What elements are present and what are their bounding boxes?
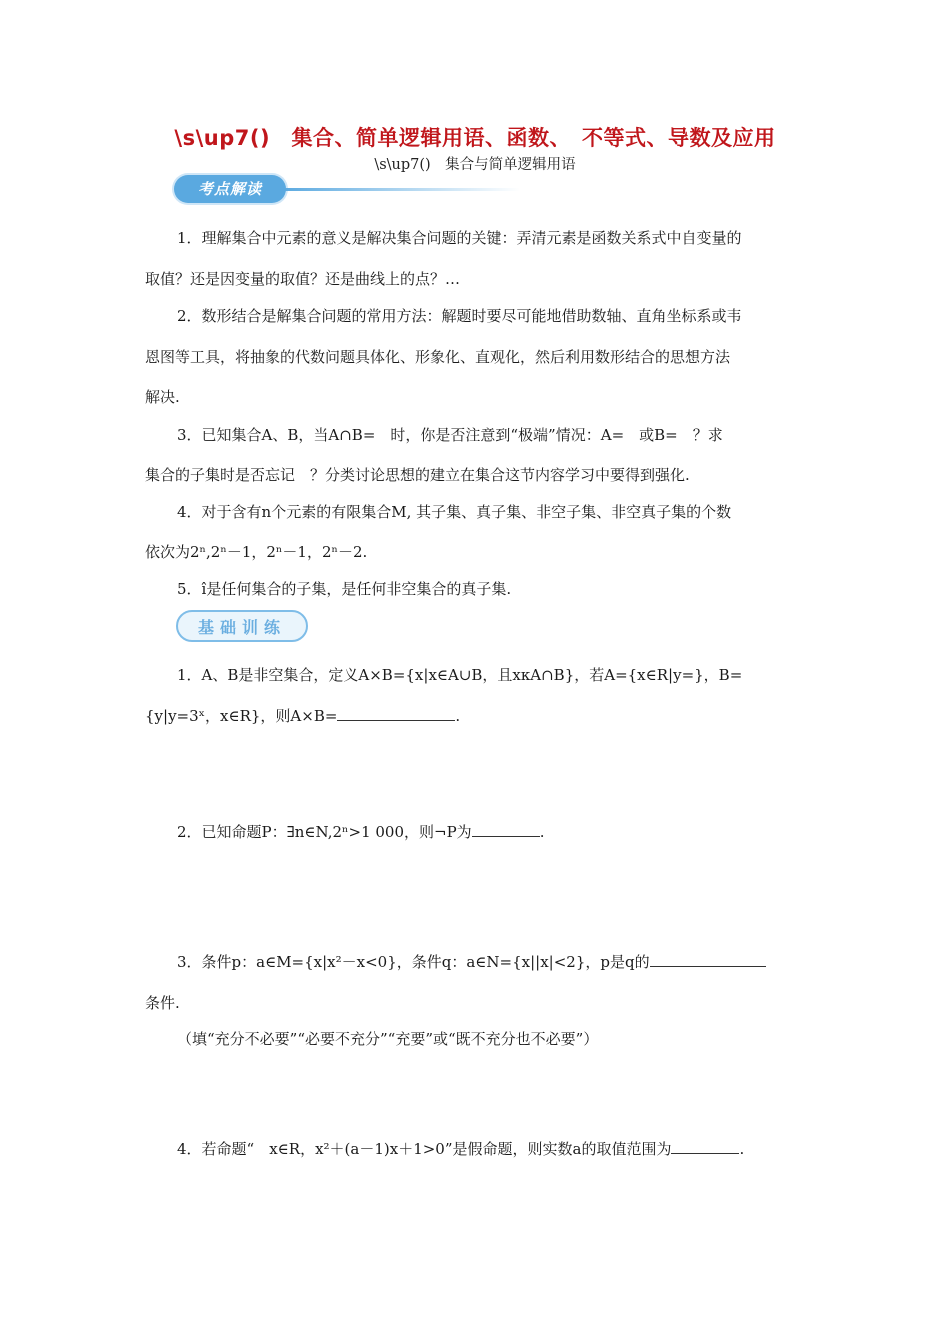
- period: .: [539, 823, 545, 841]
- period: .: [739, 1140, 745, 1158]
- answer-blank[interactable]: [472, 822, 540, 837]
- text-line: [177, 951, 766, 972]
- page-subtitle: \s\up7() 集合与简单逻辑用语: [374, 157, 576, 173]
- answer-blank[interactable]: [337, 706, 455, 721]
- page-title: \s\up7() 集合、简单逻辑用语、函数、 不等式、导数及应用: [174, 126, 776, 150]
- text-line: 5．î是任何集合的子集，是任何非空集合的真子集.: [177, 580, 512, 598]
- text-line: 4．对于含有n个元素的有限集合M, 其子集、真子集、非空子集、非空真子集的个数: [177, 503, 732, 521]
- period: .: [455, 707, 461, 725]
- text-line: 恩图等工具，将抽象的代数问题具体化、形象化、直观化，然后利用数形结合的思想方法: [145, 348, 731, 366]
- text-line: 取值？还是因变量的取值？还是曲线上的点？…: [145, 270, 461, 288]
- section-badge-key-points: 考点解读: [174, 175, 286, 203]
- text-line: 集合的子集时是否忘记 ？分类讨论思想的建立在集合这节内容学习中要得到强化.: [145, 466, 690, 484]
- text-line: 1．理解集合中元素的意义是解决集合问题的关键：弄清元素是函数关系式中自变量的: [177, 229, 742, 247]
- question-text: {y|y=3ˣ，x∈R}，则A×B=: [145, 707, 338, 725]
- text-line: 2．数形结合是解集合问题的常用方法：解题时要尽可能地借助数轴、直角坐标系或韦: [177, 307, 742, 325]
- question-text: 4．若命题“ x∈R，x²＋(a－1)x＋1>0”是假命题，则实数a的取值范围为: [177, 1140, 672, 1158]
- answer-blank[interactable]: [650, 952, 766, 967]
- text-line: 解决.: [145, 388, 180, 406]
- text-line: 条件.: [145, 994, 180, 1012]
- text-line: [177, 821, 544, 842]
- text-line: [177, 1138, 744, 1159]
- badge-divider: [280, 188, 520, 191]
- text-line: 依次为2ⁿ,2ⁿ－1，2ⁿ－1，2ⁿ－2.: [145, 543, 368, 561]
- section-badge-basic-training: 基础训练: [176, 610, 308, 642]
- answer-blank[interactable]: [671, 1139, 739, 1154]
- question-text: 3．条件p：a∈M={x|x²－x<0}，条件q：a∈N={x||x|<2}，p是q的: [177, 953, 650, 971]
- text-line: 3．已知集合A、B，当A∩B= 时，你是否注意到“极端”情况：A= 或B= ？求: [177, 426, 723, 444]
- text-line: （填“充分不必要”“必要不充分”“充要”或“既不充分也不必要”）: [177, 1030, 599, 1048]
- text-line: 1．A、B是非空集合，定义A×B={x|x∈A∪B，且xкA∩B}，若A={x∈R|y=}，B=: [177, 666, 743, 684]
- text-line: [145, 705, 460, 726]
- question-text: 2．已知命题P：∃n∈N,2ⁿ>1 000，则¬P为: [177, 823, 472, 841]
